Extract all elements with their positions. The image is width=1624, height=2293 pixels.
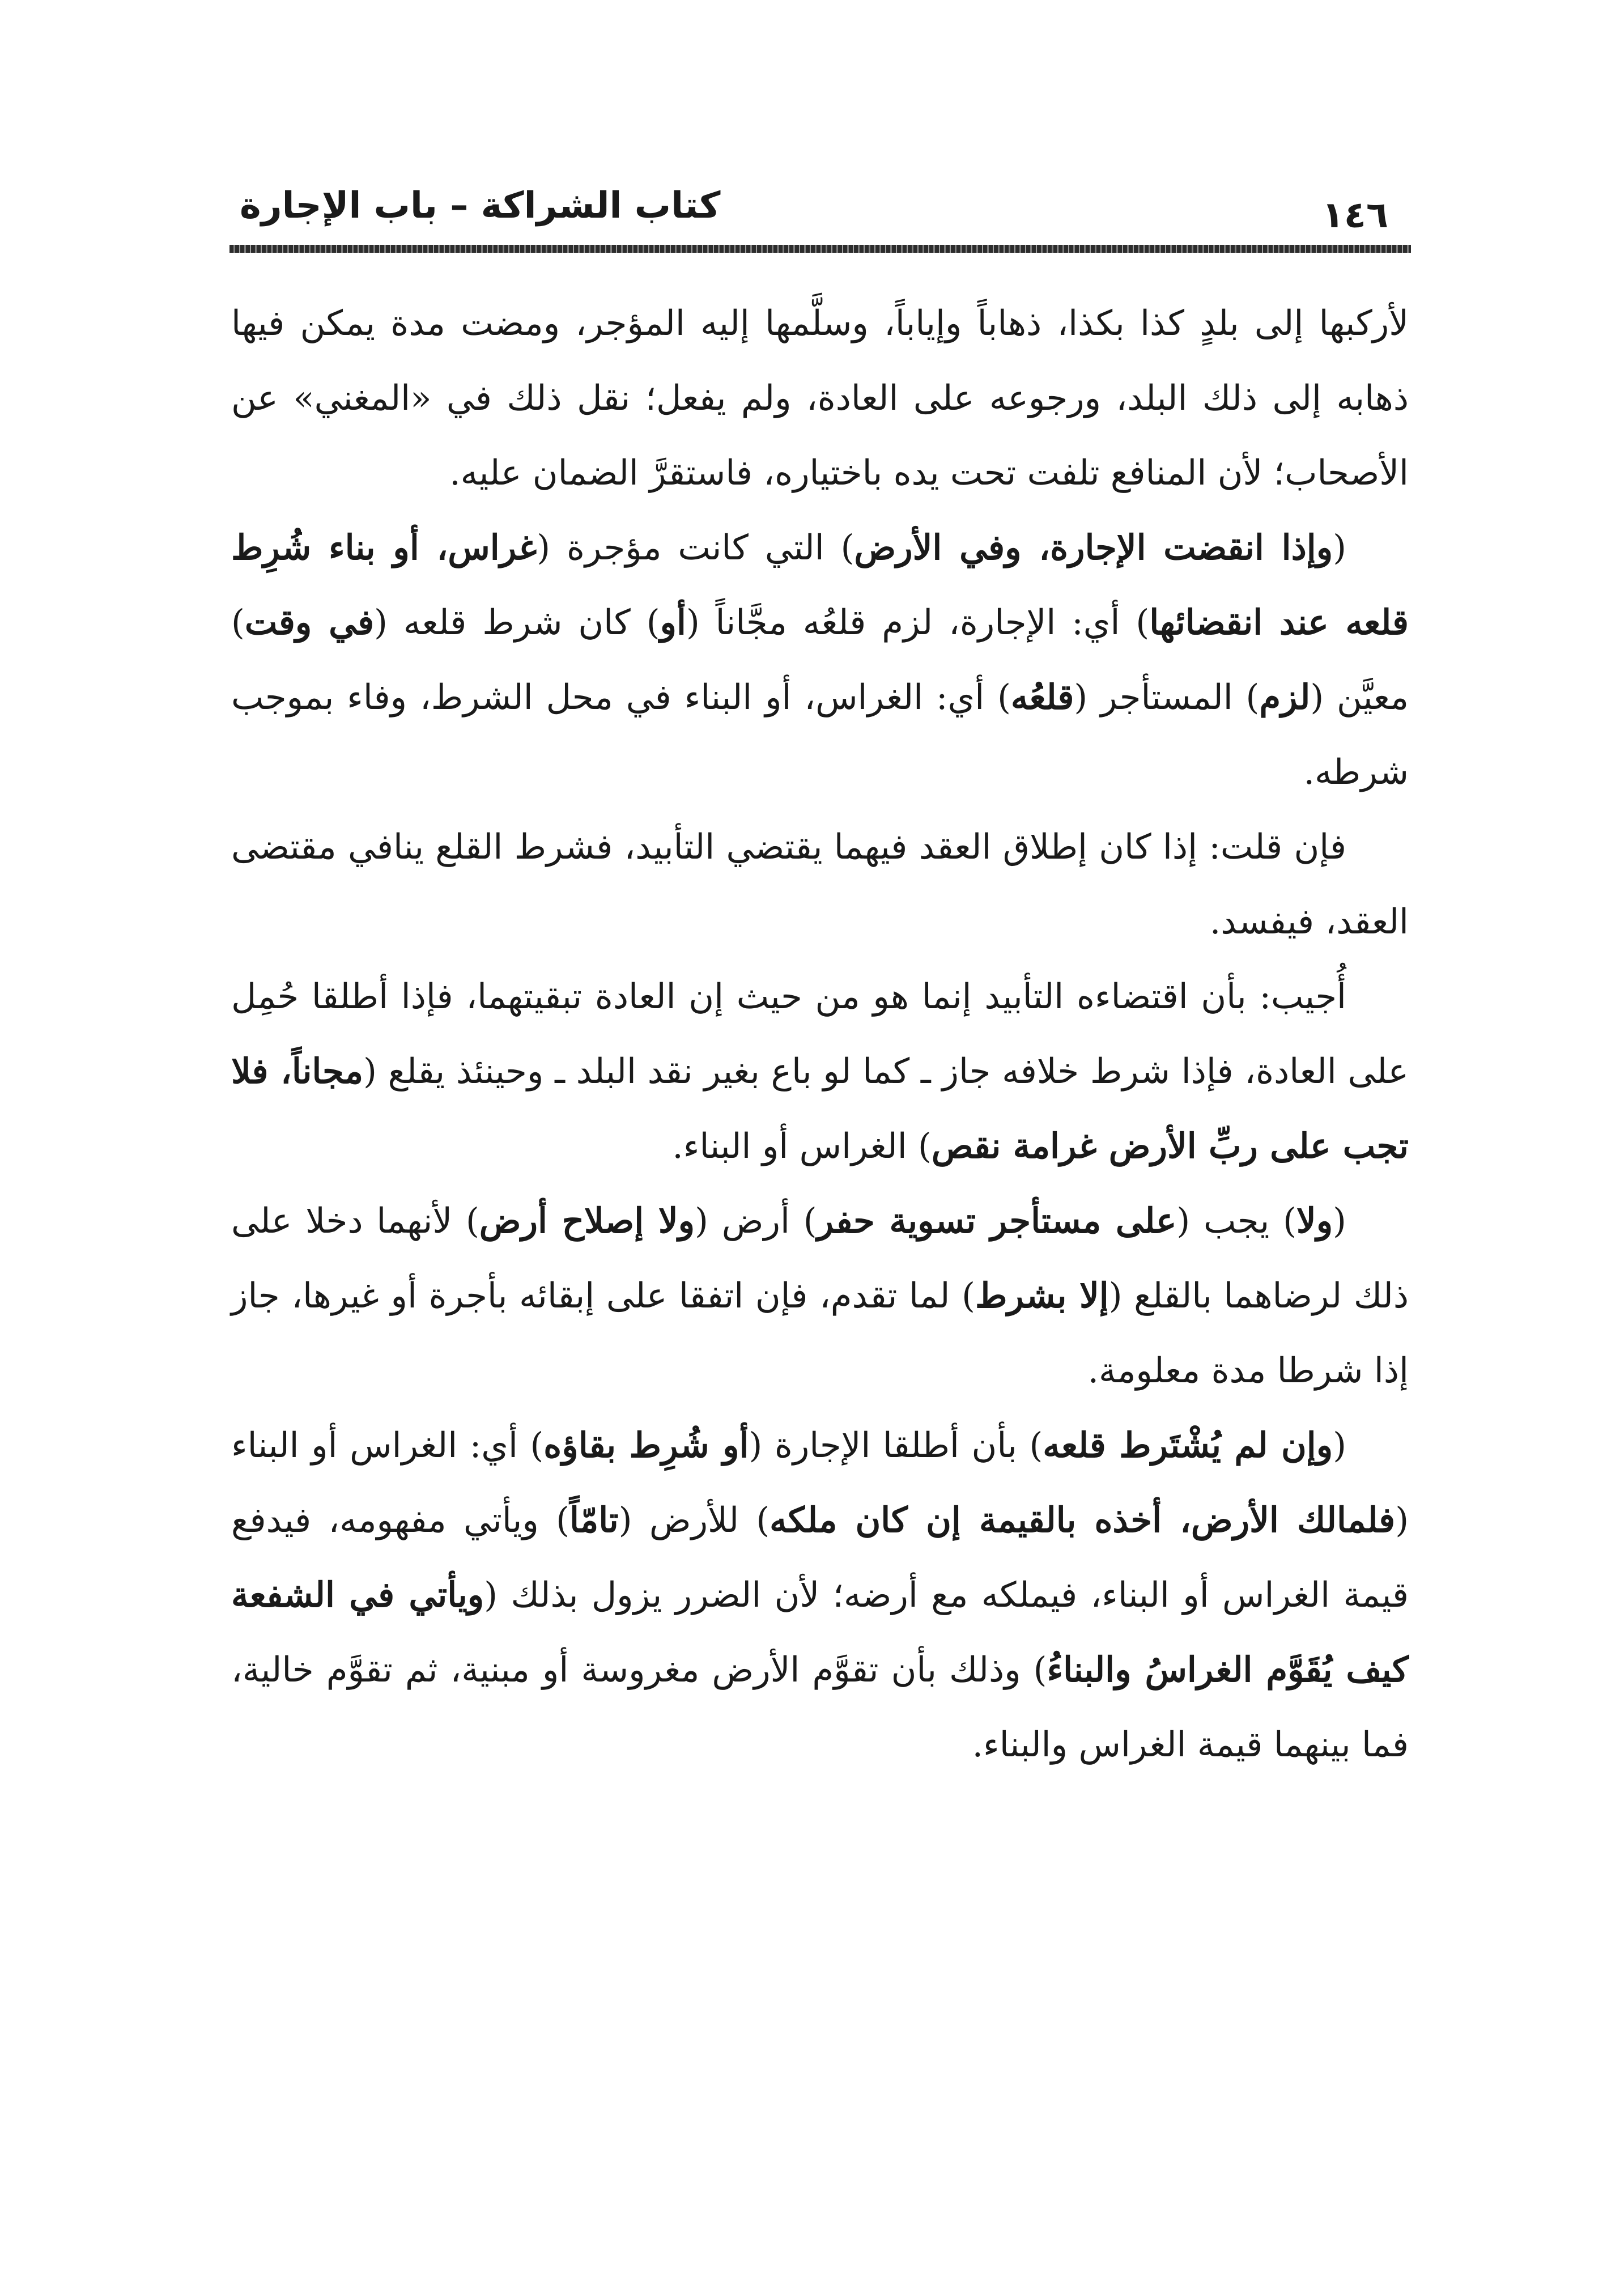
matn-text: ولا (1296, 1201, 1333, 1241)
sharh-text: ) أي: الغراس، أو البناء في محل الشرط، وفاء بموجب شرطه. (231, 677, 1409, 792)
paragraph (231, 959, 1409, 1184)
sharh-text: ) أرض ( (695, 1201, 817, 1241)
sharh-text: ) المستأجر ( (1074, 677, 1260, 717)
sharh-text: ) ويأتي مفهومه، فيدفع قيمة الغراس أو البناء، فيملكه مع أرضه؛ لأن الضرر يزول بذلك ( (231, 1500, 1409, 1615)
page-header (229, 170, 1411, 261)
matn-text: وإذا انقضت الإجارة، وفي الأرض (854, 528, 1333, 568)
matn-text: تامّاً (569, 1500, 619, 1540)
matn-text: على مستأجر تسوية حفر (817, 1201, 1177, 1241)
matn-text: في وقت (244, 602, 375, 643)
paragraph (231, 511, 1409, 810)
sharh-text: ) لما تقدم، فإن اتفقا على إبقائه بأجرة أو غيرها، جاز إذا شرطا مدة معلومة. (231, 1276, 1409, 1391)
sharh-text: ) لأنهما دخلا على ذلك لرضاهما بالقلع ( (231, 1201, 1409, 1316)
matn-text: ويأتي في الشفعة كيف يُقَوَّم الغراسُ والبناءُ (231, 1575, 1409, 1690)
matn-text: لزم (1259, 677, 1311, 717)
matn-text: فلمالك الأرض، أخذه بالقيمة إن كان ملكه (770, 1500, 1396, 1540)
sharh-text: لأركبها إلى بلدٍ كذا بكذا، ذهاباً وإياباً، وسلَّمها إليه المؤجر، ومضت مدة يمكن فيها ذهابه إلى ذلك البلد، ورجوعه على العادة، ولم يفعل؛ نقل ذلك في «المغني» عن الأصحاب؛ لأن المنافع تلفت تحت يده باختياره، فاستقرَّ الضمان عليه. (231, 303, 1409, 493)
body-text (231, 286, 1409, 1782)
paragraph (231, 1184, 1409, 1408)
sharh-text: ) معيَّن ( (231, 602, 1409, 717)
sharh-text: فإن قلت: إذا كان إطلاق العقد فيهما يقتضي التأبيد، فشرط القلع ينافي مقتضى العقد، فيفسد. (231, 827, 1409, 942)
sharh-text: ) أي: الإجارة، لزم قلعُه مجَّاناً ( (686, 602, 1150, 643)
sharh-text: ( (1333, 1425, 1346, 1466)
matn-text: وإن لم يُشْتَرط قلعه (1043, 1425, 1333, 1466)
header-rule (229, 245, 1411, 253)
matn-text: مجاناً، فلا تجب على ربِّ الأرض غرامة نقص (231, 1051, 1409, 1166)
paragraph (231, 1408, 1409, 1782)
matn-text: إلا بشرط (975, 1276, 1109, 1316)
sharh-text: ) التي كانت مؤجرة ( (537, 528, 854, 568)
sharh-text: ) للأرض ( (618, 1500, 770, 1540)
sharh-text: ) وذلك بأن تقوَّم الأرض مغروسة أو مبنية، ثم تقوَّم خالية، فما بينهما قيمة الغراس والبناء. (231, 1650, 1409, 1765)
running-title: كتاب الشراكة – باب الإجارة (240, 185, 721, 227)
matn-text: قلعُه (1010, 677, 1074, 717)
sharh-text: ) كان شرط قلعه ( (374, 602, 660, 643)
sharh-text: ) الغراس أو البناء. (672, 1126, 932, 1166)
paragraph (231, 286, 1409, 511)
sharh-text: أُجيب: بأن اقتضاءه التأبيد إنما هو من حيث إن العادة تبقيتهما، فإذا أطلقا حُمِل على العادة، فإذا شرط خلافه جاز ـ كما لو باع بغير نقد البلد ـ وحينئذ يقلع ( (231, 976, 1409, 1092)
sharh-text: ) يجب ( (1176, 1201, 1296, 1241)
matn-text: أو (660, 602, 686, 643)
page-number: ١٤٦ (1321, 194, 1388, 236)
matn-text: ولا إصلاح أرض (479, 1201, 695, 1241)
sharh-text: ) أي: الغراس أو البناء ( (231, 1425, 1409, 1540)
matn-text: أو شُرِط بقاؤه (543, 1425, 749, 1466)
paragraph (231, 810, 1409, 959)
matn-text: غراس، أو بناء شُرِط قلعه عند انقضائها (231, 528, 1409, 643)
sharh-text: ) بأن أطلقا الإجارة ( (749, 1425, 1043, 1466)
sharh-text: ( (1333, 528, 1346, 568)
sharh-text: ( (1333, 1201, 1346, 1241)
